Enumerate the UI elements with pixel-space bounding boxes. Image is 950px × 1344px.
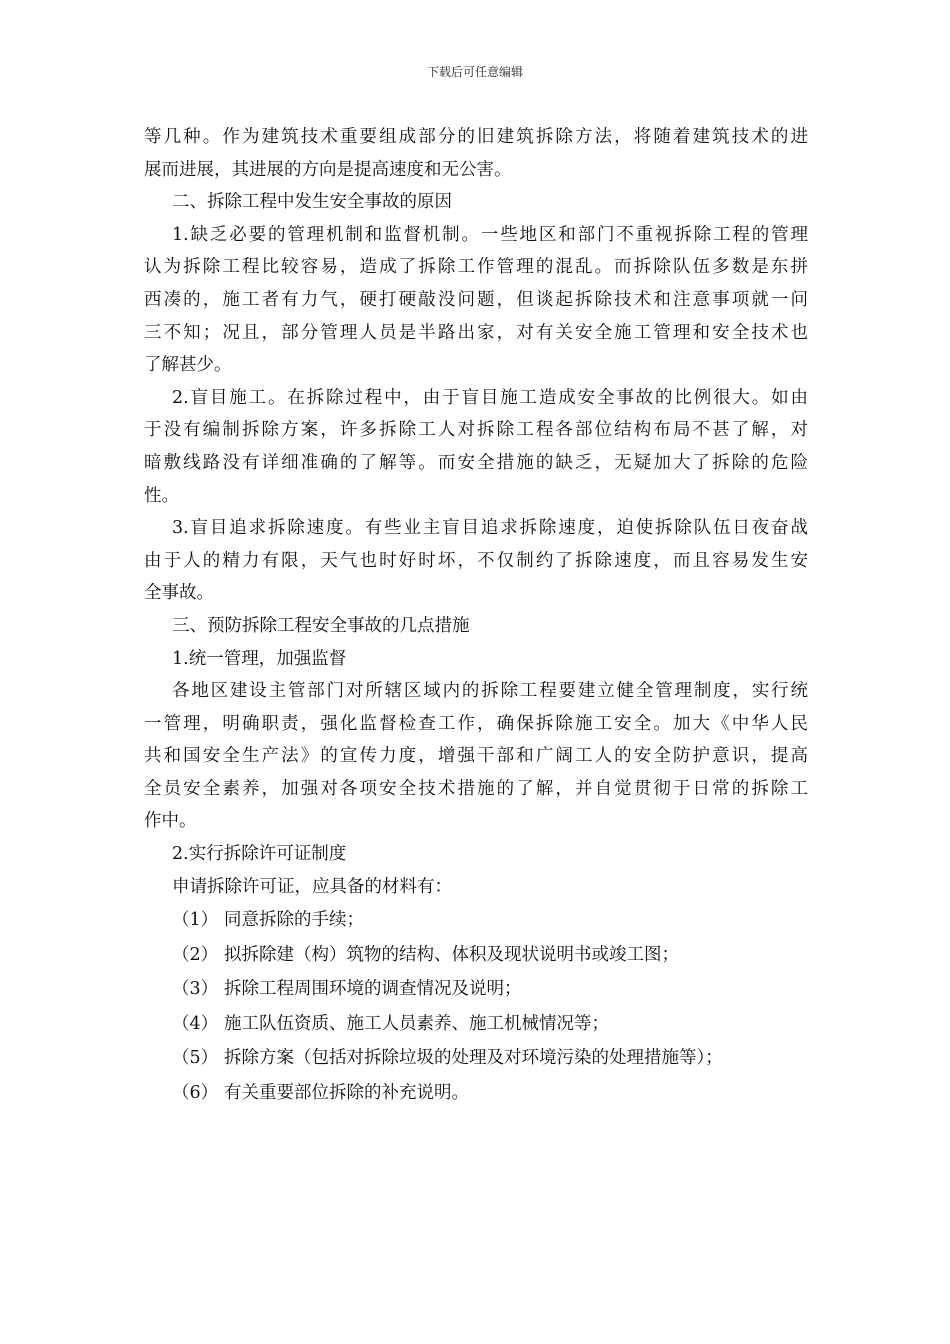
list-item-text: 拆除方案（包括对拆除垃圾的处理及对环境污染的处理措施等）； [224,1048,723,1069]
paragraph-continuation [144,121,808,186]
list-item [144,938,808,973]
text-line: 三不知；况且，部分管理人员是半路出家，对有关安全施工管理和安全技术也 [144,322,808,343]
section-heading [144,186,808,219]
text-line: 一管理，明确职责，强化监督检查工作，确保拆除施工安全。加大《中华人民 [144,713,808,734]
list-item-number: （6） [172,1082,219,1103]
list-item-text: 同意拆除的手续； [224,910,364,931]
text-line: 等几种。作为建筑技术重要组成部分的旧建筑拆除方法，将随着建筑技术的进 [144,127,808,147]
text-line: 申请拆除许可证，应具备的材料有： [172,876,452,897]
list-item-text: 拆除工程周围环境的调查情况及说明； [224,979,522,1000]
text-line: 由于人的精力有限，天气也时好时坏，不仅制约了拆除速度，而且容易发生安 [144,550,808,571]
text-line: 暗敷线路没有详细准确的了解等。而安全措施的缺乏，无疑加大了拆除的危险 [144,452,808,473]
list-item [144,1007,808,1042]
paragraph-materials-intro [144,871,808,904]
section-heading-text: 二、拆除工程中发生安全事故的原因 [172,192,452,213]
text-line: 共和国安全生产法》的宣传力度，增强干部和广阔工人的安全防护意识，提高 [144,746,808,767]
list-item [144,903,808,938]
paragraph-measure-1 [144,675,808,838]
list-item-text: 拟拆除建（构）筑物的结构、体积及现状说明书或竣工图； [224,944,679,965]
text-line: 全员安全素养，加强对各项安全技术措施的了解，并自觉贯彻于日常的拆除工 [144,778,808,799]
text-line: 作中。 [144,811,197,832]
paragraph-cause-2 [144,382,808,512]
text-line: 于没有编制拆除方案，许多拆除工人对拆除工程各部位结构布局不甚了解，对 [144,420,808,441]
paragraph-cause-1 [144,219,808,382]
list-item-text: 有关重要部位拆除的补充说明。 [224,1082,469,1103]
list-item [144,1041,808,1076]
list-item-number: （3） [172,979,219,1000]
subheading [144,643,808,676]
subheading-text: 2.实行拆除许可证制度 [172,844,347,865]
list-item-number: （5） [172,1048,219,1069]
list-item-number: （4） [172,1013,219,1034]
text-line: 西凑的，施工者有力气，硬打硬敲没问题，但谈起拆除技术和注意事项就一问 [144,289,808,310]
list-item-text: 施工队伍资质、施工人员素养、施工机械情况等； [224,1013,609,1034]
text-line: 全事故。 [144,583,214,604]
paragraph-cause-3 [144,512,808,610]
page-header: 下载后可任意编辑 [426,65,523,79]
text-line: 2.盲目施工。在拆除过程中，由于盲目施工造成安全事故的比例很大。如由 [172,387,808,408]
subheading [144,838,808,871]
text-line: 各地区建设主管部门对所辖区域内的拆除工程要建立健全管理制度，实行统 [172,681,808,702]
text-line: 1.缺乏必要的管理机制和监督机制。一些地区和部门不重视拆除工程的管理 [172,224,808,245]
text-line: 了解甚少。 [144,355,232,376]
text-line: 3.盲目追求拆除速度。有些业主盲目追求拆除速度，迫使拆除队伍日夜奋战 [172,518,808,539]
document-body [144,121,808,1110]
subheading-text: 1.统一管理，加强监督 [172,648,347,669]
list-item [144,972,808,1007]
text-line: 展而进展，其进展的方向是提高速度和无公害。 [144,159,512,180]
list-item-number: （1） [172,910,219,931]
section-heading-text: 三、预防拆除工程安全事故的几点措施 [172,615,470,636]
list-item [144,1076,808,1111]
section-heading [144,610,808,643]
materials-list [144,903,808,1110]
list-item-number: （2） [172,944,219,965]
text-line: 认为拆除工程比较容易，造成了拆除工作管理的混乱。而拆除队伍多数是东拼 [144,257,808,278]
text-line: 性。 [144,485,179,506]
